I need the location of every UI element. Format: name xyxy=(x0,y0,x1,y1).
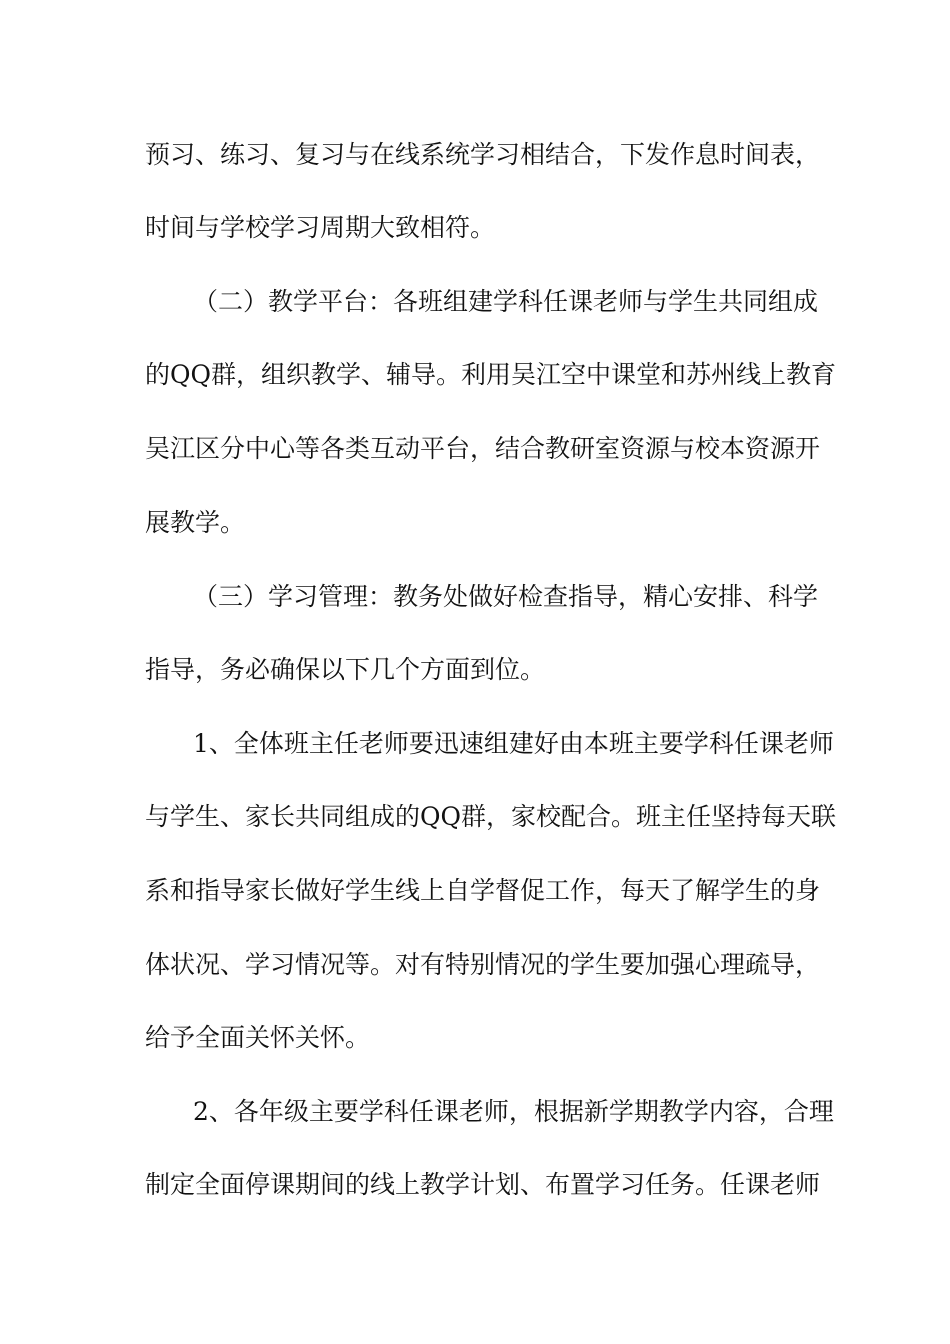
text-line-1: 预习、练习、复习与在线系统学习相结合，下发作息时间表， xyxy=(145,140,821,169)
text-line-9: 1、全体班主任老师要迅速组建好由本班主要学科任课老师 xyxy=(193,729,834,758)
text-line-5: 吴江区分中心等各类互动平台，结合教研室资源与校本资源开 xyxy=(145,434,821,463)
text-line-15: 制定全面停课期间的线上教学计划、布置学习任务。任课老师 xyxy=(145,1170,821,1199)
text-line-4: 的QQ群，组织教学、辅导。利用吴江空中课堂和苏州线上教育 xyxy=(145,360,836,389)
text-line-11: 系和指导家长做好学生线上自学督促工作，每天了解学生的身 xyxy=(145,876,821,905)
text-line-10: 与学生、家长共同组成的QQ群，家校配合。班主任坚持每天联 xyxy=(145,802,836,831)
text-line-8: 指导，务必确保以下几个方面到位。 xyxy=(145,655,546,684)
text-line-12: 体状况、学习情况等。对有特别情况的学生要加强心理疏导， xyxy=(145,950,821,979)
text-line-2: 时间与学校学习周期大致相符。 xyxy=(145,213,496,242)
text-line-6: 展教学。 xyxy=(145,508,246,537)
text-line-7: （三）学习管理：教务处做好检查指导，精心安排、科学 xyxy=(193,582,819,611)
text-line-14: 2、各年级主要学科任课老师，根据新学期教学内容，合理 xyxy=(193,1097,834,1126)
text-line-13: 给予全面关怀关怀。 xyxy=(145,1023,371,1052)
text-line-3: （二）教学平台：各班组建学科任课老师与学生共同组成 xyxy=(193,287,819,316)
